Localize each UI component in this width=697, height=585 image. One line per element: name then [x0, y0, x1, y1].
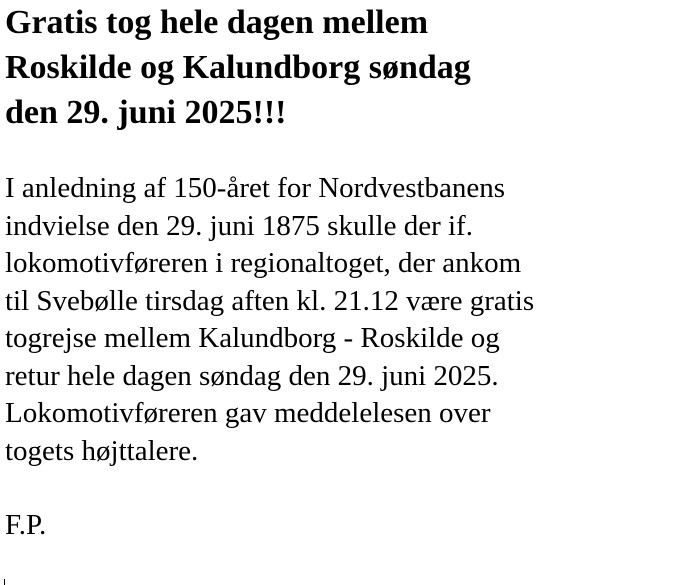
document-page [5, 0, 695, 545]
headline-line: Gratis tog hele dagen mellem [5, 4, 429, 41]
headline [5, 0, 695, 135]
body-line: Lokomotivføreren gav meddelelesen over [5, 397, 491, 429]
signature: F.P. [5, 509, 47, 541]
headline-line: Roskilde og Kalundborg søndag [5, 49, 471, 86]
headline-line: den 29. juni 2025!!! [5, 94, 287, 131]
body-line: til Svebølle tirsdag aften kl. 21.12 være gratis [5, 284, 535, 317]
body-line: togrejse mellem Kalundborg - Roskilde og [5, 322, 500, 354]
body-paragraph [5, 170, 695, 470]
body-line: indvielse den 29. juni 1875 skulle der if. [5, 209, 473, 242]
body-line: togets højttalere. [5, 434, 199, 467]
body-line: retur hele dagen søndag den 29. juni 2025. [5, 359, 499, 392]
body-line: I anledning af 150-året for Nordvestbanens [5, 172, 506, 204]
body-line: lokomotivføreren i regionaltoget, der ankom [5, 247, 522, 279]
text-cursor-mark [4, 579, 5, 585]
